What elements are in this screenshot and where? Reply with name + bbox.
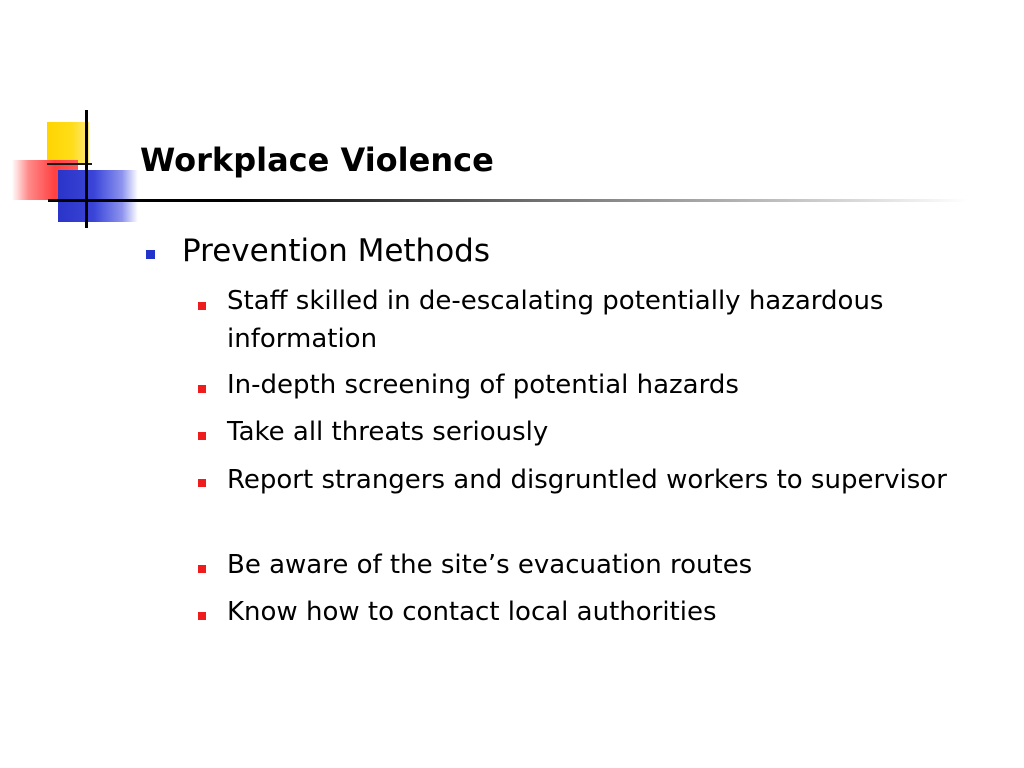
level2-bullet-text: Be aware of the site’s evacuation routes bbox=[227, 550, 753, 580]
level2-bullet-text: Report strangers and disgruntled workers to supervisor bbox=[227, 465, 947, 495]
level2-bullet-marker bbox=[198, 302, 206, 310]
level1-bullet-text: Prevention Methods bbox=[182, 233, 491, 269]
level2-bullet-text: In-depth screening of potential hazards bbox=[227, 370, 739, 400]
level2-bullet-marker bbox=[198, 565, 206, 573]
level1-bullet-marker bbox=[146, 250, 155, 259]
level2-bullet-text: Staff skilled in de-escalating potentially hazardous information bbox=[227, 286, 884, 354]
level2-bullet-text: Know how to contact local authorities bbox=[227, 597, 717, 627]
level2-bullet-marker bbox=[198, 432, 206, 440]
level2-bullet-marker bbox=[198, 612, 206, 620]
slide-title: Workplace Violence bbox=[140, 141, 494, 179]
level2-bullet-text: Take all threats seriously bbox=[227, 417, 549, 447]
level2-bullet-marker bbox=[198, 385, 206, 393]
level2-bullet-marker bbox=[198, 479, 206, 487]
